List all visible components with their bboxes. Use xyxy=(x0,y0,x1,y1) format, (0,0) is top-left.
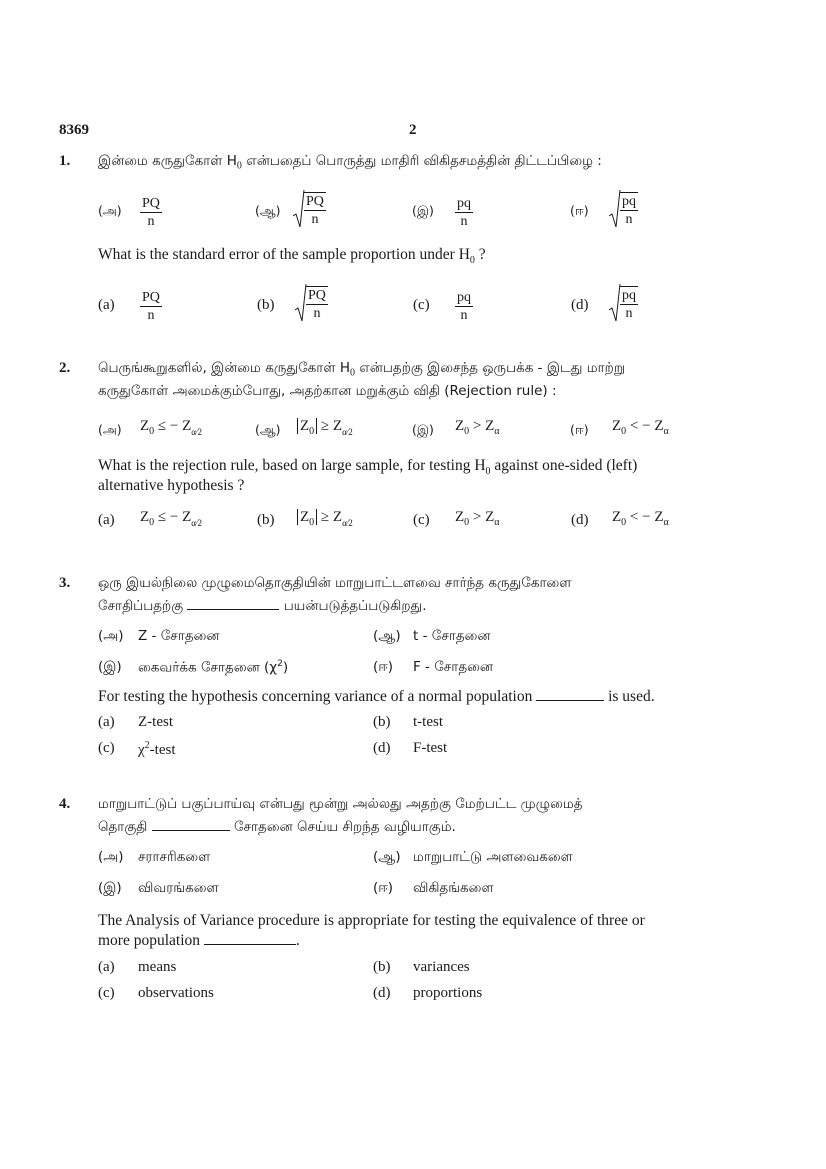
q1-ta-label-a: (அ) xyxy=(98,203,122,218)
q4-en-label-b: (b) xyxy=(373,959,391,975)
question-3-tamil-line-1: ஒரு இயல்நிலை முழுமைதொகுதியின் மாறுபாட்டளவை சார்ந்த கருதுகோளை xyxy=(98,575,572,591)
q3-en-option-c[interactable]: $\chi^2$-test xyxy=(138,740,176,758)
q3-en-label-d: (d) xyxy=(373,740,391,756)
q2-ta-option-c[interactable]: $Z_0 > Z_\alpha$ xyxy=(455,418,500,437)
q4-en-option-a[interactable]: means xyxy=(138,959,177,975)
fill-in-blank xyxy=(204,944,296,945)
q2-en-label-b: (b) xyxy=(257,512,275,528)
q1-en-option-a[interactable]: $\frac{PQ}{n}$ xyxy=(142,290,160,323)
q1-en-option-b[interactable]: $\frac{PQ}{n}$ xyxy=(295,284,328,326)
q2-en-option-c[interactable]: $Z_0 > Z_\alpha$ xyxy=(455,509,500,528)
q3-ta-label-b: (ஆ) xyxy=(373,628,401,644)
question-2-tamil-line-2: கருதுகோள் அமைக்கும்போது, அதற்கான மறுக்கும் விதி (Rejection rule) : xyxy=(98,383,557,399)
question-3-number: 3. xyxy=(59,575,71,591)
fill-in-blank xyxy=(187,609,279,610)
q4-en-option-d[interactable]: proportions xyxy=(413,985,483,1001)
q2-ta-option-d[interactable]: $Z_0$ < − $Z_\alpha$ xyxy=(612,418,669,437)
q4-ta-option-a[interactable]: சராசரிகளை xyxy=(138,849,211,865)
q2-en-option-d[interactable]: $Z_0$ < − $Z_\alpha$ xyxy=(612,509,669,528)
question-4-number: 4. xyxy=(59,796,71,812)
q2-ta-option-a[interactable]: $Z_0$ ≤ − $Z_{\alpha⁄2}$ xyxy=(140,418,202,437)
q4-ta-label-a: (அ) xyxy=(98,849,124,865)
q1-ta-option-c[interactable]: $\frac{pq}{n}$ xyxy=(457,196,471,229)
q4-ta-option-d[interactable]: விகிதங்களை xyxy=(413,880,494,896)
q2-en-option-a[interactable]: $Z_0$ ≤ − $Z_{\alpha⁄2}$ xyxy=(140,509,202,528)
q1-ta-label-d: (ஈ) xyxy=(570,203,589,218)
q3-en-label-a: (a) xyxy=(98,714,115,730)
q3-ta-label-d: (ஈ) xyxy=(373,659,394,675)
q1-ta-option-a[interactable]: $\frac{PQ}{n}$ xyxy=(142,196,160,229)
question-4-tamil-line-2: தொகுதி சோதனை செய்ய சிறந்த வழியாகும். xyxy=(98,819,456,835)
page-number: 2 xyxy=(409,122,417,138)
q4-en-label-a: (a) xyxy=(98,959,115,975)
q2-ta-option-b[interactable]: $Z_0 \ge Z_{\alpha⁄2}$ xyxy=(297,418,353,437)
q1-en-option-c[interactable]: $\frac{pq}{n}$ xyxy=(457,290,471,323)
q4-ta-label-d: (ஈ) xyxy=(373,880,394,896)
q1-en-label-d: (d) xyxy=(571,297,589,313)
question-1-english: What is the standard error of the sample proportion under $H_0$ ? xyxy=(98,246,486,267)
q1-en-label-c: (c) xyxy=(413,297,430,313)
q3-en-option-a[interactable]: Z-test xyxy=(138,714,173,730)
q4-ta-label-c: (இ) xyxy=(98,880,122,896)
fill-in-blank xyxy=(152,830,230,831)
q3-en-option-d[interactable]: F-test xyxy=(413,740,448,756)
q3-ta-option-b[interactable]: t - சோதனை xyxy=(413,628,491,644)
q2-ta-label-a: (அ) xyxy=(98,422,122,437)
q1-ta-label-c: (இ) xyxy=(412,203,434,218)
q4-en-label-c: (c) xyxy=(98,985,115,1001)
fill-in-blank xyxy=(536,700,604,701)
q3-ta-option-c[interactable]: கைவர்க்க சோதனை $(\chi^2)$ xyxy=(138,659,289,676)
question-3-tamil-line-2: சோதிப்பதற்கு பயன்படுத்தப்படுகிறது. xyxy=(98,598,427,614)
paper-code: 8369 xyxy=(59,122,89,138)
q2-en-option-b[interactable]: $Z_0 \ge Z_{\alpha⁄2}$ xyxy=(297,509,353,528)
q4-ta-option-c[interactable]: விவரங்களை xyxy=(138,880,219,896)
q3-en-option-b[interactable]: t-test xyxy=(413,714,443,730)
question-4-tamil-line-1: மாறுபாட்டுப் பகுப்பாய்வு என்பது மூன்று அல்லது அதற்கு மேற்பட்ட முழுமைத் xyxy=(98,796,583,812)
q3-en-label-c: (c) xyxy=(98,740,115,756)
q1-en-option-d[interactable]: $\frac{pq}{n}$ xyxy=(609,284,638,326)
q4-ta-label-b: (ஆ) xyxy=(373,849,401,865)
question-1-number: 1. xyxy=(59,153,71,169)
question-4-english-line-1: The Analysis of Variance procedure is appropriate for testing the equivalence of three or xyxy=(98,912,645,929)
question-1-tamil: இன்மை கருதுகோள் $H_0$ என்பதைப் பொருத்து மாதிரி விகிதசமத்தின் திட்டப்பிழை : xyxy=(98,153,602,172)
question-2-english-line-1: What is the rejection rule, based on large sample, for testing $H_0$ against one-sided (left) xyxy=(98,457,638,478)
q2-ta-label-d: (ஈ) xyxy=(570,422,589,437)
q1-en-label-a: (a) xyxy=(98,297,115,313)
q2-en-label-d: (d) xyxy=(571,512,589,528)
q2-en-label-c: (c) xyxy=(413,512,430,528)
q3-en-label-b: (b) xyxy=(373,714,391,730)
question-2-english-line-2: alternative hypothesis ? xyxy=(98,477,245,494)
q1-ta-option-d[interactable]: $\frac{pq}{n}$ xyxy=(609,190,638,232)
question-4-english-line-2: more population . xyxy=(98,932,300,949)
q3-ta-option-d[interactable]: F - சோதனை xyxy=(413,659,493,675)
q3-ta-label-a: (அ) xyxy=(98,628,124,644)
q2-ta-label-c: (இ) xyxy=(412,422,434,437)
question-2-number: 2. xyxy=(59,360,71,376)
question-2-tamil-line-1: பெருங்கூறுகளில், இன்மை கருதுகோள் $H_0$ என்பதற்கு இசைந்த ஒருபக்க - இடது மாற்று xyxy=(98,360,626,379)
q1-en-label-b: (b) xyxy=(257,297,275,313)
q4-ta-option-b[interactable]: மாறுபாட்டு அளவைகளை xyxy=(413,849,573,865)
q3-ta-option-a[interactable]: Z - சோதனை xyxy=(138,628,220,644)
question-3-english: For testing the hypothesis concerning variance of a normal population is used. xyxy=(98,688,655,705)
q4-en-option-c[interactable]: observations xyxy=(138,985,214,1001)
q2-ta-label-b: (ஆ) xyxy=(255,422,281,437)
q4-en-label-d: (d) xyxy=(373,985,391,1001)
q1-ta-label-b: (ஆ) xyxy=(255,203,281,218)
q3-ta-label-c: (இ) xyxy=(98,659,122,675)
q2-en-label-a: (a) xyxy=(98,512,115,528)
q4-en-option-b[interactable]: variances xyxy=(413,959,470,975)
q1-ta-option-b[interactable]: $\frac{PQ}{n}$ xyxy=(293,190,326,232)
